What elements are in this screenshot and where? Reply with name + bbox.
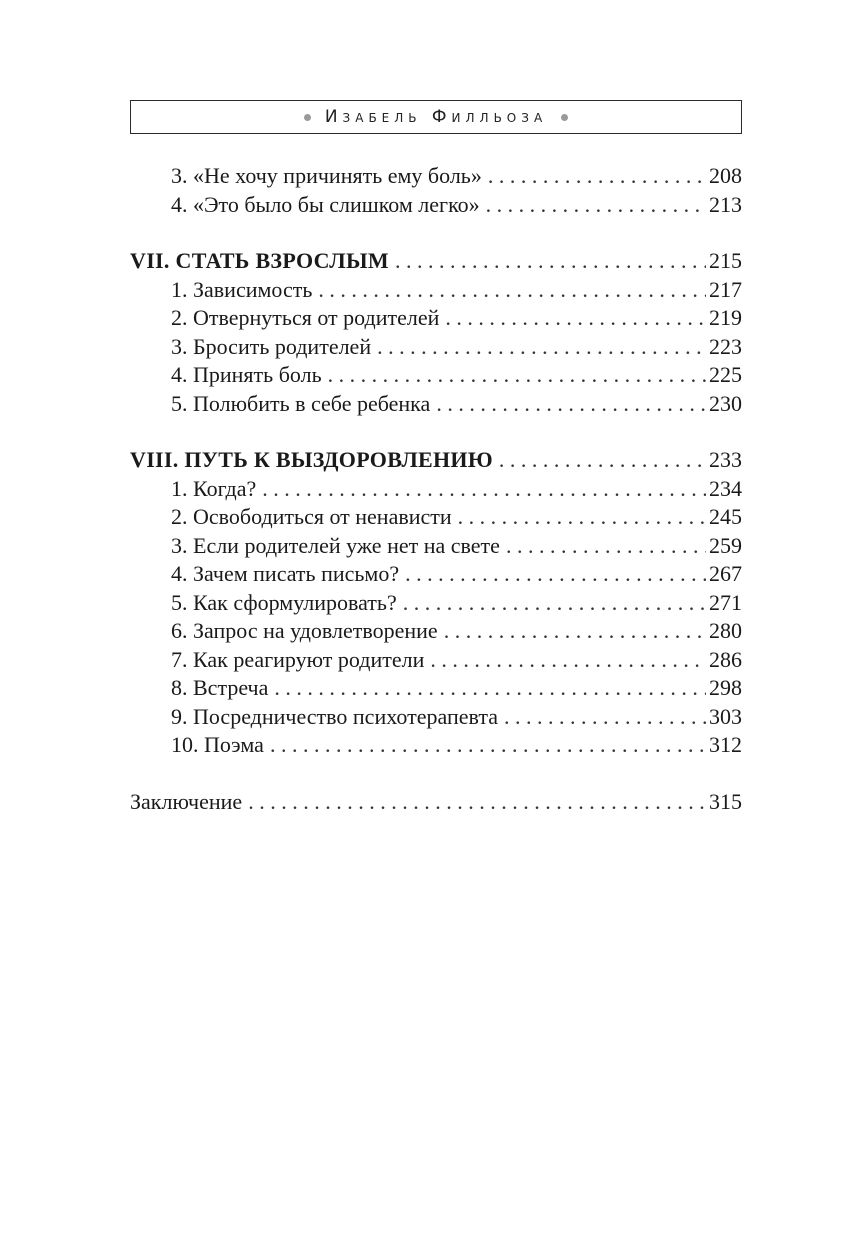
toc-entry-title: 3. «Не хочу причинять ему боль» <box>171 163 482 188</box>
toc-entry-page: 234 <box>709 475 742 501</box>
toc-entry[interactable] <box>130 731 742 760</box>
toc-conclusion-entry[interactable] <box>130 788 742 817</box>
toc-entry-title: 8. Встреча <box>171 675 269 700</box>
leader-dots <box>262 475 706 504</box>
toc-entry[interactable] <box>130 276 742 305</box>
toc-entry[interactable] <box>130 333 742 362</box>
toc-entry-title: 10. Поэма <box>171 732 264 757</box>
toc-entry-page: 298 <box>709 675 742 700</box>
toc-entry[interactable] <box>130 646 742 675</box>
bullet-right-icon <box>561 114 568 121</box>
toc-entry-page: 267 <box>709 561 742 586</box>
leader-dots <box>274 674 706 703</box>
toc-chapter-entry[interactable] <box>130 247 742 276</box>
toc-entry-title: 2. Освободиться от ненависти <box>171 504 452 529</box>
author-name: Изабель Филльоза <box>324 107 548 127</box>
toc-entry-title: 3. Бросить родителей <box>171 333 372 359</box>
leader-dots <box>328 361 706 390</box>
table-of-contents <box>130 162 742 816</box>
toc-entry-title: 5. Полюбить в себе ребенка <box>171 390 431 416</box>
toc-chapter-title: VIII. ПУТЬ К ВЫЗДОРОВЛЕНИЮ <box>130 447 493 472</box>
toc-entry-title: 1. Зависимость <box>171 276 313 302</box>
toc-chapter-title: VII. СТАТЬ ВЗРОСЛЫМ <box>130 248 389 273</box>
leader-dots <box>270 731 706 760</box>
toc-entry-page: 230 <box>709 390 742 416</box>
toc-entry[interactable] <box>130 191 742 220</box>
toc-entry-page: 208 <box>709 163 742 188</box>
toc-entry[interactable] <box>130 674 742 703</box>
leader-dots <box>458 503 706 532</box>
toc-entry-title: 1. Когда? <box>171 475 257 501</box>
running-header <box>130 100 742 134</box>
toc-entry-page: 217 <box>709 276 742 302</box>
leader-dots <box>486 191 706 220</box>
toc-entry[interactable] <box>130 560 742 589</box>
toc-entry-page: 271 <box>709 589 742 615</box>
toc-entry[interactable] <box>130 162 742 191</box>
toc-entry[interactable] <box>130 703 742 732</box>
toc-entry-page: 312 <box>709 732 742 757</box>
toc-entry-title: 4. Принять боль <box>171 362 322 387</box>
toc-entry-page: 223 <box>709 333 742 359</box>
toc-chapter-entry[interactable] <box>130 446 742 475</box>
toc-entry-page: 286 <box>709 646 742 672</box>
toc-entry-page: 213 <box>709 191 742 217</box>
leader-dots <box>488 162 706 191</box>
toc-entry-title: 5. Как сформулировать? <box>171 589 397 615</box>
toc-entry-title: 2. Отвернуться от родителей <box>171 305 440 330</box>
leader-dots <box>504 703 706 732</box>
leader-dots <box>430 646 706 675</box>
toc-entry-title: 7. Как реагируют родители <box>171 646 425 672</box>
toc-entry[interactable] <box>130 304 742 333</box>
leader-dots <box>445 304 706 333</box>
leader-dots <box>318 276 706 305</box>
toc-entry[interactable] <box>130 617 742 646</box>
toc-entry-page: 280 <box>709 618 742 643</box>
toc-entry-title: 4. Зачем писать письмо? <box>171 561 400 586</box>
toc-entry-page: 219 <box>709 305 742 330</box>
toc-entry-title: 6. Запрос на удовлетворение <box>171 618 438 643</box>
toc-entry[interactable] <box>130 589 742 618</box>
toc-entry[interactable] <box>130 475 742 504</box>
leader-dots <box>377 333 706 362</box>
toc-entry-page: 315 <box>709 788 742 814</box>
toc-entry[interactable] <box>130 503 742 532</box>
leader-dots <box>444 617 706 646</box>
toc-entry-page: 233 <box>709 447 742 472</box>
leader-dots <box>436 390 706 419</box>
toc-entry-page: 303 <box>709 703 742 729</box>
toc-entry-page: 259 <box>709 532 742 558</box>
leader-dots <box>395 247 706 276</box>
toc-entry-title: 9. Посредничество психотерапевта <box>171 703 498 729</box>
toc-entry-title: Заключение <box>130 788 243 814</box>
leader-dots <box>248 788 706 817</box>
leader-dots <box>403 589 706 618</box>
toc-entry-page: 215 <box>709 248 742 273</box>
toc-entry-title: 4. «Это было бы слишком легко» <box>171 191 480 217</box>
leader-dots <box>506 532 706 561</box>
toc-entry-page: 245 <box>709 504 742 529</box>
bullet-left-icon <box>304 114 311 121</box>
toc-entry[interactable] <box>130 361 742 390</box>
toc-entry-page: 225 <box>709 362 742 387</box>
toc-entry[interactable] <box>130 532 742 561</box>
leader-dots <box>405 560 706 589</box>
leader-dots <box>499 446 706 475</box>
toc-entry[interactable] <box>130 390 742 419</box>
toc-entry-title: 3. Если родителей уже нет на свете <box>171 532 500 558</box>
